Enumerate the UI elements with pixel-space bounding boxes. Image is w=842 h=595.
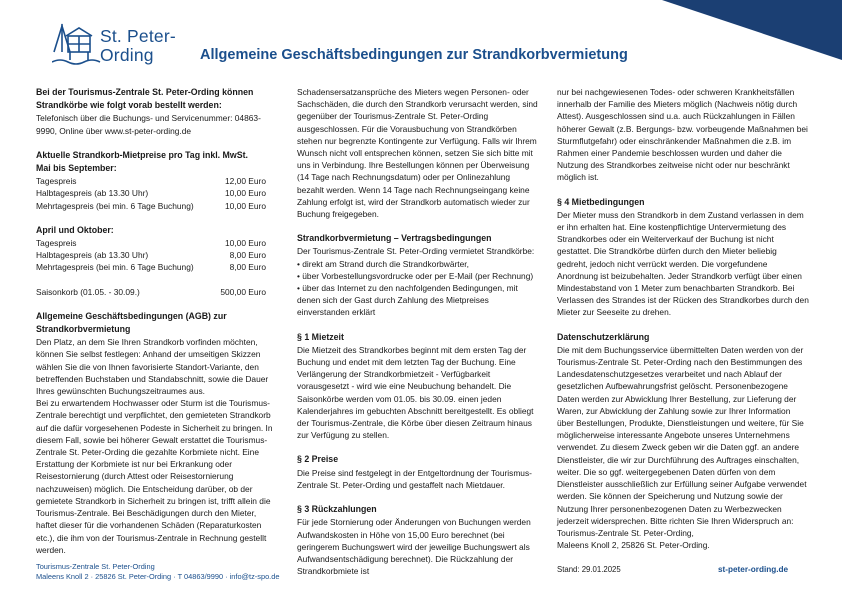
footer-line-2: Maleens Knoll 2 · 25826 St. Peter-Ording · T 04863/9990 · info@tz-spo.de <box>36 572 280 582</box>
footer-date: Stand: 29.01.2025 <box>557 565 621 574</box>
section-2-text: Die Preise sind festgelegt in der Entgeltordnung der Tourismus-Zentrale St. Peter-Ording und gestaffelt nach Mietdauer. <box>297 467 532 490</box>
saisonkorb-row: Saisonkorb (01.05. - 30.09.) 500,00 Euro <box>36 286 266 297</box>
logo-line-2: Ording <box>100 45 154 65</box>
price-row: Tagespreis 10,00 Euro <box>36 238 266 249</box>
page-title: Allgemeine Geschäftsbedingungen zur Strandkorbvermietung <box>200 47 628 63</box>
section-4-text: Der Mieter muss den Strandkorb in dem Zustand verlassen in dem er ihn erhalten hat. Eine kostenpflichtige Untervermietung des Strandkorbes oder ein Weiterverkauf der Buchung ist nicht gestattet. Die Strandkörbe dürfen durch den Mieter beliebig gedreht, jedoch nicht verrückt werden. Die vorgefundene Anordnung ist beizubehalten. Jeder Strandkorb verfügt über einen Mindestabstand von 1 Meter zum benachbarten Strandkorb. Bei Verlassen des Strandes ist der Rücken des Strandkorbes durch den Mieter zur Seeseite zu drehen. <box>557 209 809 318</box>
column-2 <box>297 86 539 577</box>
refund-paragraph: nur bei nachgewiesenen Todes- oder schweren Krankheitsfällen innerhalb der Familie des Mieters möglich (Nachweis nötig durch Attest). Ausgeschlossen sind u.a. auch Rückzahlungen in Fällen höherer Gewalt (z.B. Bergungs- bzw. vorbeugende Maßnahmen bei Sturmflutgefahr) oder einschränkender Maßnahmen die z.B. im Rahmen einer Pandemie beschlossen wurden und daher die Nutzung des Strandkorbes zeitweise nicht oder nur beschränkt möglich ist. <box>557 87 808 183</box>
address-line-1: Tourismus-Zentrale St. Peter-Ording, <box>557 527 694 538</box>
contract-intro: Der Tourismus-Zentrale St. Peter-Ording vermietet Strandkörbe: <box>297 246 535 257</box>
price-row: Mehrtagespreis (bei min. 6 Tage Buchung) 8,00 Euro <box>36 262 266 273</box>
season2-heading: April und Oktober: <box>36 224 114 235</box>
section-3-heading: § 3 Rückzahlungen <box>297 504 377 515</box>
footer-address <box>36 562 279 582</box>
liability-paragraph: Schadensersatzansprüche des Mieters wegen Personen- oder Sachschäden, die durch den Strandkorb verursacht werden, sind gegenüber der Tourismus-Zentrale St. Peter-Ording ausgeschlossen. Für die Vorausbuchung von Strandkörben stehen nur begrenzte Kontingente zur Verfügung. Falls wir Ihrem Wunsch nicht voll entsprechen können, setzen Sie sich bitte mit uns in Verbindung. Ihre Bestellungen können per Überweisung (14 Tage nach Rechnungsdatum) oder per Onlinezahlung bezahlt werden. Wenn 14 Tage nach Rechnungseingang keine Zahlung erfolgt ist, wird der Strandkorb automatisch wieder zur Buchung freigegeben. <box>297 87 538 220</box>
agb-paragraph-2: Bei zu erwartendem Hochwasser oder Sturm ist die Tourismus-Zentrale berechtigt und verpflichtet, den gemieteten Strandkorb auf die dafür vorgesehenen Podeste in Sicherheit zu bringen. In diesem Fall, sowie bei höherer Gewalt erstattet die Tourismus-Zentrale St. Peter-Ording die gezahlte Korbmiete nicht. Eine Erstattung der Korbmiete ist nur bei Erkrankung oder Reisestornierung (durch Attest oder Reisestornierung nachzuweisen) möglich. Die Entscheidung darüber, ob der gemietete Strandkorb in Sicherheit zu bringen ist, trifft allein die Tourismus-Zentrale. Bei Beschädigungen durch den Mieter, haftet dieser für die vorhandenen Schäden (Reparaturkosten etc.), die ihm von der Tourismus-Zentrale in Rechnung gestellt werden. <box>36 398 273 555</box>
logo-line-1: St. Peter- <box>100 26 176 46</box>
privacy-text: Die mit dem Buchungsservice übermittelten Daten werden von der Tourismus-Zentrale St. Peter-Ording nach den Bestimmungen des Landesdatenschutzgesetzes verarbeitet und nach Ablauf der gesetzlichen Aufbewahrungsfrist gelöscht. Personenbezogene Daten werden zur Abwicklung Ihrer Bestellung, zur Lieferung der Waren, zur Abwicklung der Zahlung sowie zur Ihrer Information über Bestellungen, Produkte, Dienstleistungen und weitere, für Sie möglicherweise interessante Angebote unseres Unternehmens verwendet. Zu diesem Zweck geben wir die Daten ggf. an andere Dienstleister, die wir zur Durchführung des Auftrages einschalten, weiter. Die so ggf. weitergegebenen Daten dürfen von dem Dienstleister ausschließlich zur Erfüllung seiner Aufgabe verwendet werden. Sie können der Speicherung und Nutzung sowie der Nutzung Ihrer personenbezogenen Daten zu Werbezwecken jederzeit widersprechen. Bitte richten Sie Ihren Widerspruch an: <box>557 344 807 526</box>
corner-decoration <box>662 0 842 60</box>
section-1-heading: § 1 Mietzeit <box>297 331 344 342</box>
column-3 <box>557 86 809 551</box>
contract-heading: Strandkorbvermietung – Vertragsbedingungen <box>297 233 492 244</box>
price-row: Tagespreis 12,00 Euro <box>36 176 266 187</box>
section-3-text: Für jede Stornierung oder Änderungen von Buchungen werden Aufwandskosten in Höhe von 15,00 Euro berechnet (bei geringerem Buchungswert wird der jeweilige Buchungswert als Aufwandsentschädigung berechnet). Die Rückzahlung der Strandkorbmiete ist <box>297 517 531 577</box>
intro-text: Telefonisch über die Buchungs- und Servicenummer: 04863-9990, Online über www.st-peter-ording.de <box>36 113 261 136</box>
logo-wordmark <box>100 27 176 65</box>
contract-item: • direkt am Strand durch die Strandkorbwärter, <box>297 258 469 269</box>
section-2-heading: § 2 Preise <box>297 454 339 465</box>
contract-item: • über das Internet zu den nachfolgenden Bedingungen, mit denen sich der Gast durch Zahlung des Mietpreises einverstanden erklärt <box>297 283 518 318</box>
price-row: Mehrtagespreis (bei min. 6 Tage Buchung) 10,00 Euro <box>36 200 266 211</box>
prices-heading: Aktuelle Strandkorb-Mietpreise pro Tag inkl. MwSt. <box>36 149 248 160</box>
column-1 <box>36 86 276 556</box>
footer-url-link[interactable]: st-peter-ording.de <box>718 565 789 574</box>
agb-heading: Allgemeine Geschäftsbedingungen (AGB) zur Strandkorbvermietung <box>36 310 227 335</box>
address-line-2: Maleens Knoll 2, 25826 St. Peter-Ording. <box>557 540 710 551</box>
privacy-heading: Datenschutzerklärung <box>557 331 650 342</box>
price-row: Halbtagespreis (ab 13.30 Uhr) 10,00 Euro <box>36 188 266 199</box>
intro-bold: Bei der Tourismus-Zentrale St. Peter-Ording können Strandkörbe wie folgt vorab bestellt werden: <box>36 87 254 111</box>
agb-paragraph-1: Den Platz, an dem Sie Ihren Strandkorb vorfinden möchten, können Sie selbst festlegen: Anhand der umseitigen Skizzen wählen Sie die von Ihnen favorisierte Standort-Variante, den betreffenden Buchstaben und Standabschnitt, sowie die Dauer Ihres gewünschten Buchungszeitraumes aus. <box>36 337 269 397</box>
contract-item: • über Vorbestellungsvordrucke oder per E-Mail (per Rechnung) <box>297 270 534 281</box>
price-row: Halbtagespreis (ab 13.30 Uhr) 8,00 Euro <box>36 250 266 261</box>
section-4-heading: § 4 Mietbedingungen <box>557 196 645 207</box>
season1-heading: Mai bis September: <box>36 163 117 174</box>
footer-line-1: Tourismus-Zentrale St. Peter-Ording <box>36 562 155 571</box>
section-1-text: Die Mietzeit des Strandkorbes beginnt mit dem ersten Tag der Buchung und endet mit dem letzten Tag der Buchung. Eine Verlängerung der Strandkorbmietzeit - Verfügbarkeit vorausgesetzt - wird wie eine Neubuchung behandelt. Die Saisonkörbe werden vom 01.05. bis 30.09. einen jeden Kalenderjahres im gebuchten Abschnitt bereitgestellt. Es obliegt der Tourismus-Zentrale, die Körbe über diesen Zeitraum hinaus zur Verfügung zu stellen. <box>297 344 534 441</box>
